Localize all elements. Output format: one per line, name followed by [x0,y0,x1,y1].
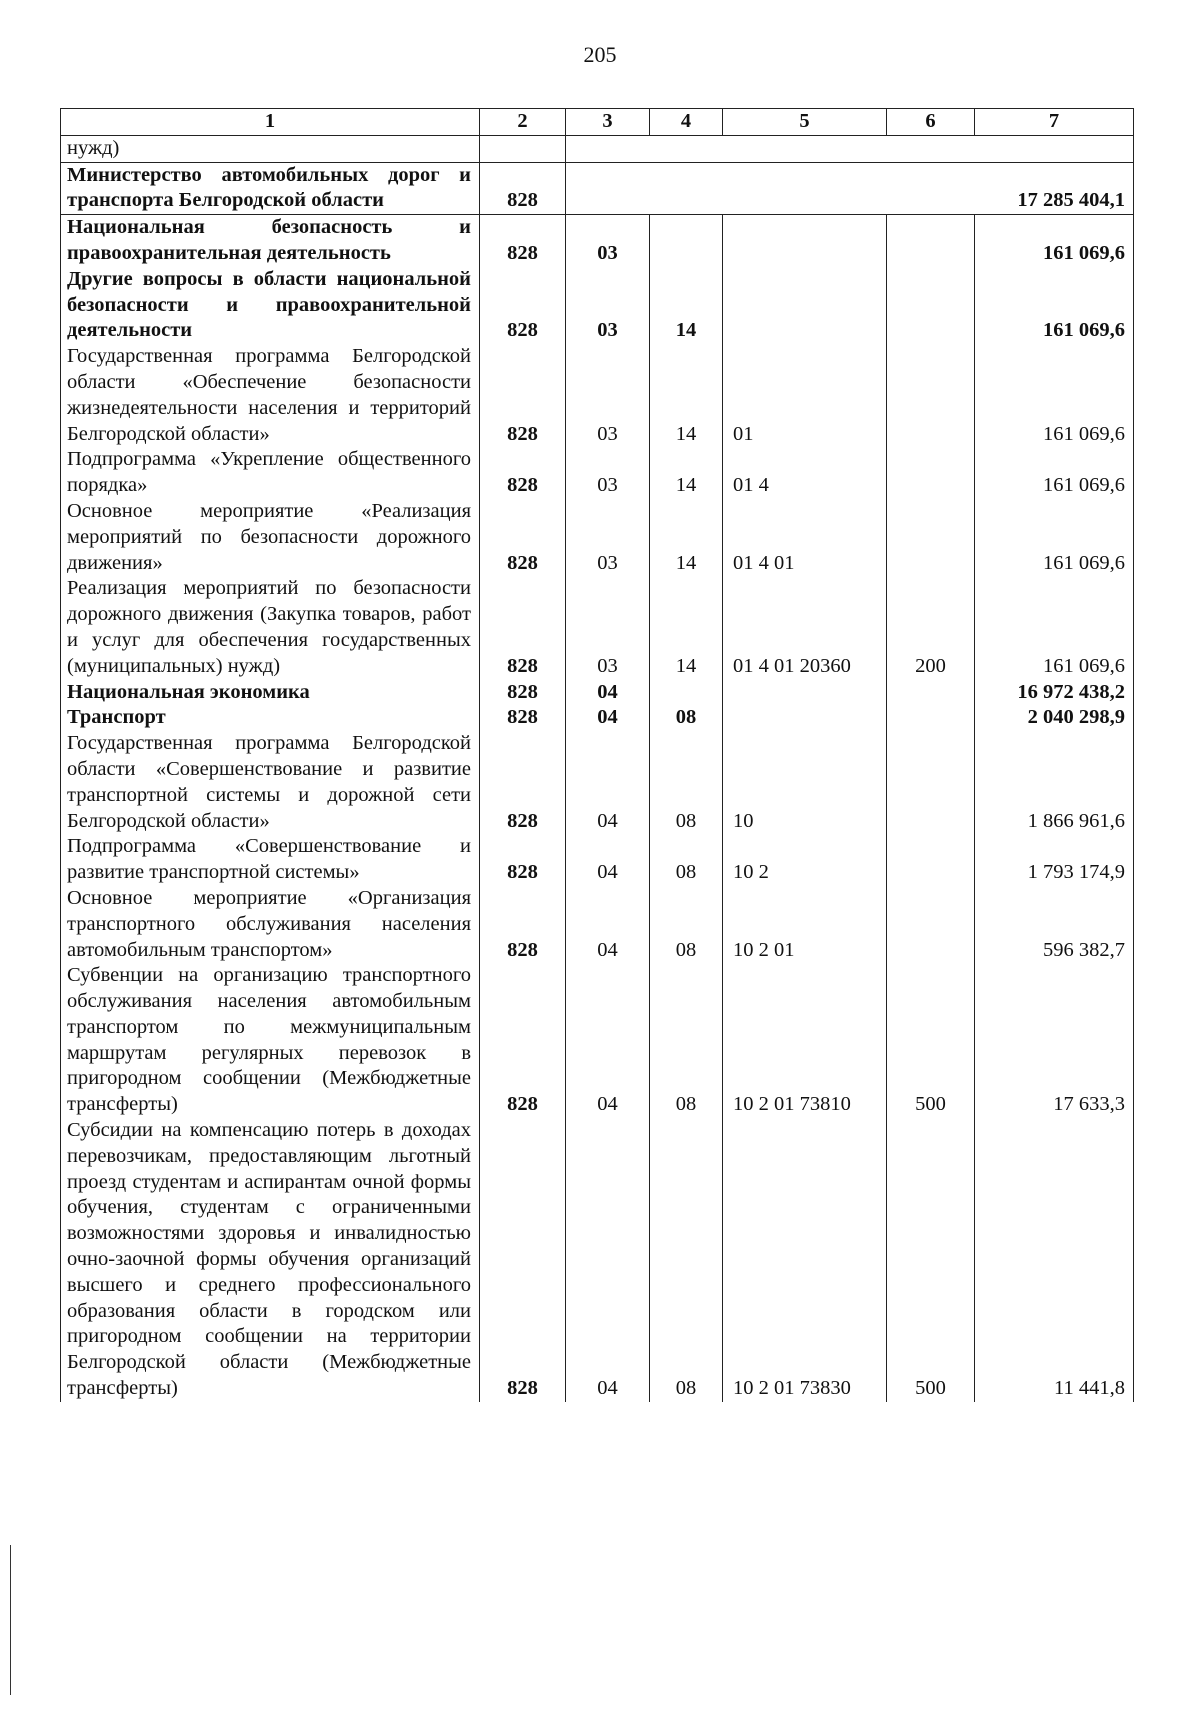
row-section: 03 [566,215,650,267]
row-name: Подпрограмма «Совершенствование и развитие транспортной системы» [61,834,480,886]
row-ministry-code: 828 [480,886,566,963]
row-name: Субсидии на компенсацию потерь в доходах перевозчикам, предоставляющим льготный проезд студентам и аспирантам очной формы обучения, студентам с ограниченными возможностями здоровья и инвалидностью очно-заочной формы обучения организаций высшего и среднего профессионального образования области в городском или пригородном сообщении на территории Белгородской области (Межбюджетные трансферты) [61,1118,480,1402]
table-row [61,215,1134,267]
row-subsection [650,162,723,215]
row-subsection: 14 [650,267,723,344]
row-amount: 161 069,6 [975,499,1134,576]
row-expense-type [887,886,975,963]
row-target-article: 01 [723,344,887,447]
row-expense-type [887,731,975,834]
row-section: 04 [566,680,650,706]
row-ministry-code [480,135,566,162]
row-target-article [723,267,887,344]
row-name: Подпрограмма «Укрепление общественного порядка» [61,447,480,499]
header-col-5: 5 [723,109,887,136]
row-amount: 161 069,6 [975,576,1134,679]
table-row [61,963,1134,1118]
table-row [61,1118,1134,1402]
scan-margin-line [10,1545,11,1695]
row-amount: 161 069,6 [975,344,1134,447]
row-amount: 11 441,8 [975,1118,1134,1402]
row-amount: 161 069,6 [975,215,1134,267]
row-target-article: 01 4 [723,447,887,499]
row-amount: 596 382,7 [975,886,1134,963]
row-target-article: 10 [723,731,887,834]
row-subsection [650,680,723,706]
table-row [61,135,1134,162]
row-ministry-code: 828 [480,162,566,215]
row-section: 03 [566,447,650,499]
row-amount: 17 633,3 [975,963,1134,1118]
row-section [566,162,650,215]
row-name: Основное мероприятие «Организация транспортного обслуживания населения автомобильным транспортом» [61,886,480,963]
row-expense-type [887,834,975,886]
header-col-2: 2 [480,109,566,136]
row-amount: 16 972 438,2 [975,680,1134,706]
row-ministry-code: 828 [480,680,566,706]
row-section: 04 [566,731,650,834]
row-ministry-code: 828 [480,705,566,731]
row-target-article [723,215,887,267]
header-col-7: 7 [975,109,1134,136]
row-ministry-code: 828 [480,576,566,679]
row-name: Государственная программа Белгородской области «Обеспечение безопасности жизнедеятельности населения и территорий Белгородской области» [61,344,480,447]
row-subsection: 14 [650,344,723,447]
row-target-article: 01 4 01 20360 [723,576,887,679]
row-target-article: 01 4 01 [723,499,887,576]
table-row [61,886,1134,963]
row-ministry-code: 828 [480,1118,566,1402]
row-ministry-code: 828 [480,447,566,499]
row-expense-type [887,215,975,267]
row-subsection: 14 [650,576,723,679]
row-name: Государственная программа Белгородской области «Совершенствование и развитие транспортной системы и дорожной сети Белгородской области» [61,731,480,834]
row-section: 03 [566,267,650,344]
row-subsection: 08 [650,705,723,731]
row-expense-type [887,447,975,499]
row-name: Министерство автомобильных дорог и транспорта Белгородской области [61,162,480,215]
row-section: 03 [566,499,650,576]
row-ministry-code: 828 [480,963,566,1118]
row-amount: 17 285 404,1 [975,162,1134,215]
table-row [61,447,1134,499]
row-expense-type [887,680,975,706]
header-col-4: 4 [650,109,723,136]
table-row [61,680,1134,706]
row-subsection: 08 [650,963,723,1118]
row-target-article [723,680,887,706]
row-amount: 2 040 298,9 [975,705,1134,731]
row-name: Реализация мероприятий по безопасности дорожного движения (Закупка товаров, работ и услуг для обеспечения государственных (муниципальных) нужд) [61,576,480,679]
row-subsection: 08 [650,886,723,963]
row-name: Основное мероприятие «Реализация мероприятий по безопасности дорожного движения» [61,499,480,576]
row-target-article: 10 2 01 [723,886,887,963]
table-row [61,162,1134,215]
table-row [61,731,1134,834]
row-target-article: 10 2 01 73810 [723,963,887,1118]
row-section: 04 [566,886,650,963]
row-amount: 161 069,6 [975,447,1134,499]
row-ministry-code: 828 [480,215,566,267]
row-ministry-code: 828 [480,834,566,886]
row-codes-empty [566,135,1134,162]
row-ministry-code: 828 [480,267,566,344]
row-name: Национальная безопасность и правоохранительная деятельность [61,215,480,267]
row-ministry-code: 828 [480,731,566,834]
row-subsection: 14 [650,499,723,576]
budget-table [60,108,1134,1402]
page-number: 205 [583,42,617,67]
row-target-article: 10 2 01 73830 [723,1118,887,1402]
row-section: 04 [566,705,650,731]
table-row [61,705,1134,731]
row-name: Национальная экономика [61,680,480,706]
row-expense-type [887,344,975,447]
header-col-3: 3 [566,109,650,136]
row-subsection: 08 [650,1118,723,1402]
row-name: Транспорт [61,705,480,731]
row-expense-type: 500 [887,963,975,1118]
row-subsection: 08 [650,731,723,834]
header-col-6: 6 [887,109,975,136]
row-target-article: 10 2 [723,834,887,886]
row-target-article [723,162,887,215]
row-section: 03 [566,344,650,447]
header-row [61,109,1134,136]
row-ministry-code: 828 [480,344,566,447]
row-expense-type [887,705,975,731]
table-row [61,499,1134,576]
table-row [61,344,1134,447]
row-name: нужд) [61,135,480,162]
row-section: 03 [566,576,650,679]
row-expense-type [887,162,975,215]
row-expense-type [887,267,975,344]
row-section: 04 [566,834,650,886]
row-name: Субвенции на организацию транспортного обслуживания населения автомобильным транспортом по межмуниципальным маршрутам регулярных перевозок в пригородном сообщении (Межбюджетные трансферты) [61,963,480,1118]
row-amount: 1 793 174,9 [975,834,1134,886]
row-section: 04 [566,1118,650,1402]
row-target-article [723,705,887,731]
row-expense-type: 500 [887,1118,975,1402]
row-amount: 1 866 961,6 [975,731,1134,834]
header-col-1: 1 [61,109,480,136]
table-row [61,576,1134,679]
table-row [61,267,1134,344]
row-name: Другие вопросы в области национальной безопасности и правоохранительной деятельности [61,267,480,344]
row-ministry-code: 828 [480,499,566,576]
row-subsection: 08 [650,834,723,886]
table-row [61,834,1134,886]
row-amount: 161 069,6 [975,267,1134,344]
row-subsection [650,215,723,267]
row-subsection: 14 [650,447,723,499]
row-expense-type: 200 [887,576,975,679]
row-section: 04 [566,963,650,1118]
row-expense-type [887,499,975,576]
